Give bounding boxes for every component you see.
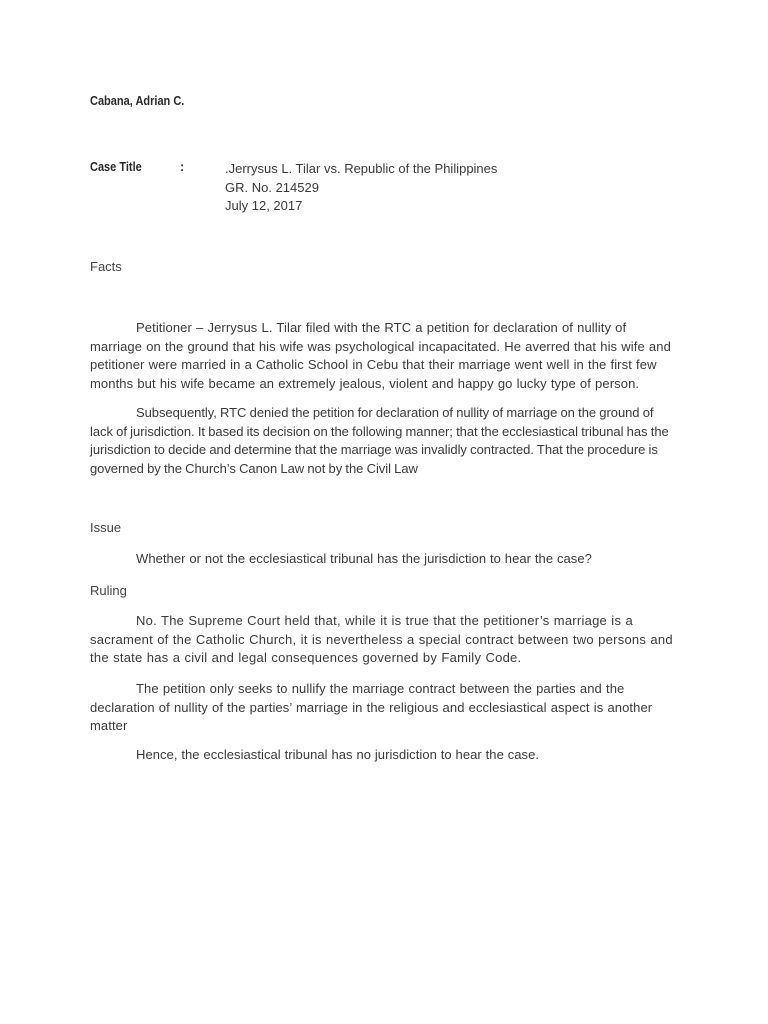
author-name: Cabana, Adrian C. bbox=[90, 94, 185, 108]
case-date: July 12, 2017 bbox=[225, 198, 303, 213]
ruling-paragraph-1: No. The Supreme Court held that, while it is true that the petitioner’s marriage is a sacrament of the Catholic Church, it is nevertheless a special contract between two persons and the state has a civil and legal consequences governed by Family Code. bbox=[90, 613, 673, 666]
ruling-heading: Ruling bbox=[90, 583, 127, 598]
facts-heading: Facts bbox=[90, 259, 122, 274]
case-title-label: Case Title bbox=[90, 160, 142, 174]
facts-paragraph-2: Subsequently, RTC denied the petition for declaration of nullity of marriage on the ground of lack of jurisdiction. It based its decision on the following manner; that the ecclesiastical tribunal has the jurisdiction to decide and determine that the marriage was invalidly contracted. That the procedure is governed by the Church’s Canon Law not by the Civil Law bbox=[90, 405, 669, 476]
issue-heading: Issue bbox=[90, 520, 122, 535]
case-title: .Jerrysus L. Tilar vs. Republic of the Philippines bbox=[225, 161, 498, 176]
case-gr-number: GR. No. 214529 bbox=[225, 179, 319, 195]
case-details bbox=[225, 160, 497, 216]
facts-paragraph-1: Petitioner – Jerrysus L. Tilar filed with the RTC a petition for declaration of nullity of marriage on the ground that his wife was psychological incapacitated. He averred that his wife and petitioner were married in a Catholic School in Cebu that their marriage went well in the first few months but his wife became an extremely jealous, violent and happy go lucky type of person. bbox=[90, 320, 671, 391]
ruling-paragraph-3: Hence, the ecclesiastical tribunal has no jurisdiction to hear the case. bbox=[136, 747, 540, 762]
ruling-paragraph-2: The petition only seeks to nullify the marriage contract between the parties and the declaration of nullity of the parties’ marriage in the religious and ecclesiastical aspect is another matter bbox=[90, 681, 653, 734]
issue-text: Whether or not the ecclesiastical tribunal has the jurisdiction to hear the case? bbox=[136, 551, 592, 566]
case-title-colon: : bbox=[180, 160, 185, 174]
